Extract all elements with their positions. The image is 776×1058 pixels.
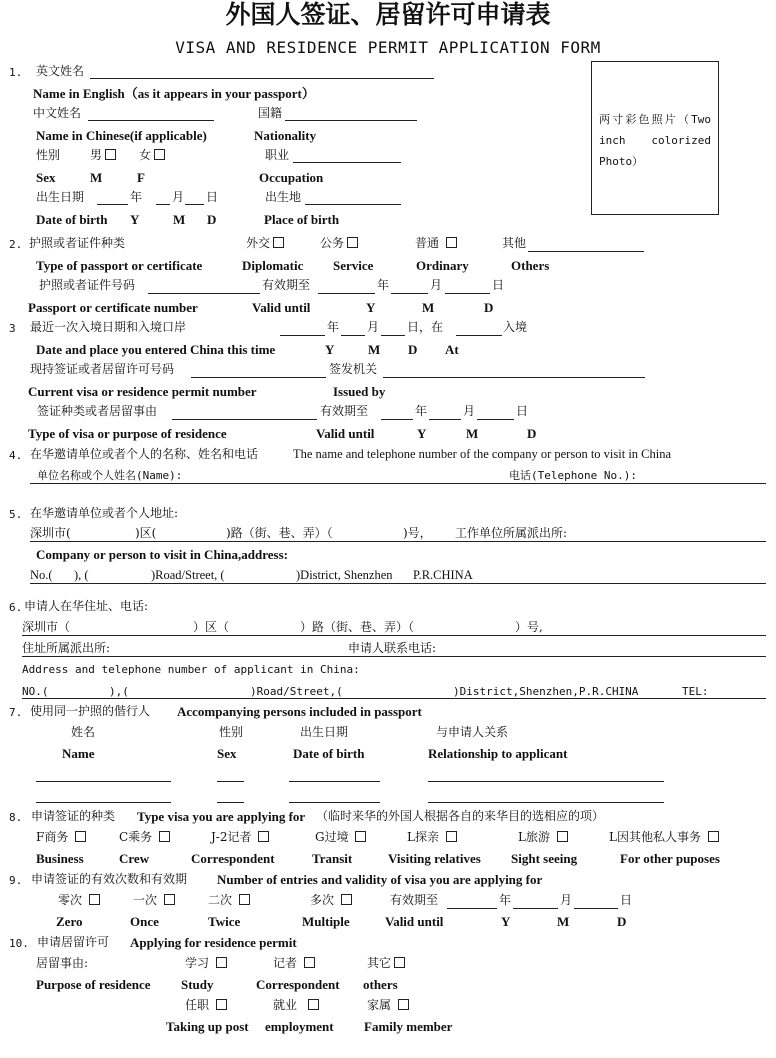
purpose-other-label: 其它	[367, 956, 392, 970]
nationality-field[interactable]	[285, 120, 417, 121]
applicant-address-district: ）区（	[193, 620, 230, 634]
inviter-address-label-cn: 在华邀请单位或者个人地址:	[30, 506, 179, 520]
visa-number-label-en: Current visa or residence permit number	[28, 384, 257, 399]
applicant-no: NO.(	[22, 685, 49, 698]
female-option[interactable]	[139, 148, 165, 163]
passport-number-field[interactable]	[148, 293, 260, 294]
visa-number-field[interactable]	[191, 377, 326, 378]
companion-1-sex-field[interactable]	[217, 781, 244, 782]
service-option[interactable]	[320, 236, 358, 251]
visa-relatives-label-en: Visiting relatives	[388, 851, 481, 866]
unit-name-label: 单位名称或个人姓名(Name):	[37, 469, 183, 482]
visa-tourism-label: L旅游	[518, 830, 550, 844]
telephone-label: 电话(Telephone No.):	[509, 469, 637, 482]
year-label: 年	[377, 278, 390, 292]
purpose-employment-label: 就业	[273, 998, 298, 1012]
dob-label-cn: 出生日期	[36, 190, 85, 204]
purpose-family-label: 家属	[367, 998, 392, 1012]
applicant-no-b: ),(	[109, 685, 129, 698]
visa-crew-option[interactable]	[119, 830, 170, 845]
month-label: 月	[560, 893, 573, 907]
ordinary-label: 普通	[415, 236, 440, 250]
entries-once-option[interactable]	[133, 893, 175, 908]
dob-day-field[interactable]	[185, 204, 204, 205]
purpose-label-cn: 居留事由:	[36, 956, 89, 970]
purpose-post-label: 任职	[185, 998, 210, 1012]
purpose-correspondent-label: 记者	[273, 956, 298, 970]
visa-relatives-label: L探亲	[407, 830, 439, 844]
occupation-field[interactable]	[293, 162, 401, 163]
valid-label-cn: 有效期至	[262, 278, 311, 292]
applicant-address-en-field[interactable]	[22, 698, 766, 699]
col-relation-en: Relationship to applicant	[428, 746, 568, 761]
issued-by-label-en: Issued by	[333, 384, 386, 399]
inviter-address-road: )路（街、巷、弄）（	[226, 526, 333, 540]
entries-multi-label-en: Multiple	[302, 914, 350, 929]
issued-by-field[interactable]	[383, 377, 645, 378]
purpose-study-label: 学习	[185, 956, 210, 970]
visa-private-label: L因其他私人事务	[609, 830, 701, 844]
visa-transit-label: G过境	[315, 830, 349, 844]
visa-transit-option[interactable]	[315, 830, 366, 845]
visa-transit-label-en: Transit	[312, 851, 353, 866]
valid-month-field[interactable]	[391, 293, 428, 294]
accompanying-label-en: Accompanying persons included in passport	[177, 704, 422, 719]
visa-type-label-en: Type of visa or purpose of residence	[28, 426, 227, 441]
english-name-label-cn: 英文姓名	[36, 64, 85, 78]
year-label: 年	[415, 404, 428, 418]
addr-en-b: ), (	[74, 568, 89, 582]
residence-label-en: Applying for residence permit	[130, 935, 297, 950]
col-name-cn: 姓名	[71, 725, 96, 739]
purpose-other-label-en: others	[363, 977, 398, 992]
occupation-label-en: Occupation	[259, 170, 324, 185]
entries-multi-option[interactable]	[310, 893, 352, 908]
purpose-study-label-en: Study	[181, 977, 214, 992]
companion-2-dob-field[interactable]	[289, 802, 380, 803]
day-at-label: 日，在	[407, 320, 444, 334]
purpose-post-label-en: Taking up post	[166, 1019, 249, 1034]
dob-label-en: Date of birth	[36, 212, 108, 227]
entries-valid-month-field[interactable]	[513, 908, 558, 909]
entries-twice-label-en: Twice	[208, 914, 241, 929]
visa-business-checkbox[interactable]	[75, 831, 86, 842]
visa-kind-label-cn: 申请签证的种类	[31, 809, 116, 823]
section-number: 9.	[9, 874, 23, 887]
section-number: 8.	[9, 811, 23, 824]
inviter-address-number: )号，	[403, 526, 432, 540]
visa-relatives-checkbox[interactable]	[446, 831, 457, 842]
purpose-other-checkbox[interactable]	[394, 957, 405, 968]
purpose-correspondent-label-en: Correspondent	[256, 977, 340, 992]
day-label: 日	[620, 893, 633, 907]
purpose-family-label-en: Family member	[364, 1019, 453, 1034]
visa-correspondent-label: J-2记者	[211, 830, 252, 844]
ordinary-checkbox[interactable]	[446, 237, 457, 248]
addr-en-no: No.(	[30, 568, 53, 582]
valid-m: M	[422, 300, 435, 315]
last-entry-label-en: Date and place you entered China this time	[36, 342, 276, 357]
companion-1-name-field[interactable]	[36, 781, 171, 782]
visa-crew-label: C乘务	[119, 830, 153, 844]
visa-tourism-label-en: Sight seeing	[511, 851, 578, 866]
inviter-address-en-field[interactable]	[30, 583, 766, 584]
residence-label-cn: 申请居留许可	[37, 935, 110, 949]
visa-kind-note: （临时来华的外国人根据各自的来华目的选相应的项）	[316, 809, 605, 823]
purpose-correspondent-option[interactable]	[273, 956, 315, 971]
addr-en-road: )Road/Street, (	[151, 568, 225, 582]
section-number: 7.	[9, 706, 23, 719]
inviter-label-en: The name and telephone number of the company or person to visit in China	[293, 447, 672, 461]
visa-private-checkbox[interactable]	[708, 831, 719, 842]
applicant-police-field[interactable]	[22, 656, 766, 657]
pob-field[interactable]	[305, 204, 401, 205]
dob-m: M	[173, 212, 186, 227]
others-label-cn: 其他	[502, 236, 527, 250]
valid-label-en: Valid until	[252, 300, 311, 315]
english-name-label-en: Name in English（as it appears in your passport）	[33, 86, 315, 101]
applicant-police-label: 住址所属派出所:	[22, 641, 111, 655]
entries-label-cn: 申请签证的有效次数和有效期	[31, 872, 188, 886]
entries-label-en: Number of entries and validity of visa you are applying for	[217, 872, 543, 887]
visa-business-label: F商务	[36, 830, 69, 844]
passport-number-label-en: Passport or certificate number	[28, 300, 198, 315]
entries-zero-checkbox[interactable]	[89, 894, 100, 905]
male-option[interactable]	[90, 148, 116, 163]
purpose-employment-checkbox[interactable]	[308, 999, 319, 1010]
inviter-address-cn-field[interactable]	[30, 541, 766, 542]
purpose-family-checkbox[interactable]	[398, 999, 409, 1010]
purpose-label-en: Purpose of residence	[36, 977, 151, 992]
companion-2-sex-field[interactable]	[217, 802, 244, 803]
addr-en-country: P.R.CHINA	[413, 568, 473, 582]
visa-correspondent-checkbox[interactable]	[258, 831, 269, 842]
section-number: 10.	[9, 937, 29, 950]
addr-en-district: )District, Shenzhen	[296, 568, 393, 582]
entries-zero-label: 零次	[58, 893, 83, 907]
purpose-post-checkbox[interactable]	[216, 999, 227, 1010]
visa-business-label-en: Business	[36, 851, 84, 866]
diplomatic-option[interactable]	[246, 236, 284, 251]
valid-y: Y	[366, 300, 376, 315]
col-sex-en: Sex	[217, 746, 237, 761]
diplomatic-label: 外交	[246, 236, 271, 250]
service-label-en: Service	[333, 258, 374, 273]
inviter-address-city: 深圳市(	[30, 526, 71, 540]
month-label: 月	[463, 404, 476, 418]
section-number: 5.	[9, 508, 23, 521]
year-label: 年	[327, 320, 340, 334]
visa-valid-y: Y	[417, 426, 427, 441]
year-label: 年	[499, 893, 512, 907]
applicant-address-cn-field[interactable]	[22, 635, 766, 636]
companion-1-relation-field[interactable]	[428, 781, 664, 782]
sex-label-en: Sex	[36, 170, 56, 185]
visa-relatives-option[interactable]	[407, 830, 457, 845]
entry-year-field[interactable]	[280, 335, 325, 336]
visa-valid-year-field[interactable]	[381, 419, 413, 420]
dob-d: D	[207, 212, 217, 227]
female-checkbox[interactable]	[154, 149, 165, 160]
col-dob-en: Date of birth	[293, 746, 365, 761]
purpose-correspondent-checkbox[interactable]	[304, 957, 315, 968]
purpose-post-option[interactable]	[185, 998, 227, 1013]
applicant-address-number: ）号,	[515, 620, 543, 634]
entries-multi-label: 多次	[310, 893, 335, 907]
ordinary-option[interactable]	[415, 236, 457, 251]
entry-m: M	[368, 342, 381, 357]
form-title-cn: 外国人签证、居留许可申请表	[225, 0, 551, 29]
pob-label-cn: 出生地	[265, 190, 302, 204]
sex-label-cn: 性别	[36, 148, 61, 162]
form-title-en: VISA AND RESIDENCE PERMIT APPLICATION FORM	[175, 38, 601, 57]
diplomatic-label-en: Diplomatic	[242, 258, 304, 273]
visa-business-option[interactable]	[36, 830, 86, 845]
valid-d: D	[484, 300, 494, 315]
day-label: 日	[206, 190, 219, 204]
entries-zero-label-en: Zero	[56, 914, 83, 929]
visa-transit-checkbox[interactable]	[355, 831, 366, 842]
occupation-label-cn: 职业	[265, 148, 290, 162]
purpose-family-option[interactable]	[367, 998, 409, 1013]
col-name-en: Name	[62, 746, 95, 761]
entry-port-field[interactable]	[456, 335, 502, 336]
inviter-name-field[interactable]	[30, 483, 766, 484]
col-relation-cn: 与申请人关系	[436, 725, 509, 739]
nationality-label-cn: 国籍	[258, 106, 283, 120]
applicant-address-label-en: Address and telephone number of applicant in China:	[22, 663, 360, 676]
chinese-name-label-en: Name in Chinese(if applicable)	[36, 128, 207, 143]
inviter-police-label: 工作单位所属派出所:	[455, 526, 568, 540]
valid-label-en: Valid until	[316, 426, 375, 441]
dob-y: Y	[130, 212, 140, 227]
month-label: 月	[430, 278, 443, 292]
applicant-tel-label: TEL:	[682, 685, 709, 698]
service-label: 公务	[320, 236, 345, 250]
inviter-address-district: )区(	[135, 526, 157, 540]
visa-number-label-cn: 现持签证或者居留许可号码	[30, 362, 175, 376]
inviter-label-cn: 在华邀请单位或者个人的名称、姓名和电话	[30, 447, 259, 461]
male-checkbox[interactable]	[105, 149, 116, 160]
purpose-employment-label-en: employment	[265, 1019, 334, 1034]
photo-label: 两寸彩色照片（Two inch colorized Photo）	[599, 113, 711, 168]
visa-tourism-option[interactable]	[518, 830, 568, 845]
visa-correspondent-label-en: Correspondent	[191, 851, 275, 866]
entry-at: At	[445, 342, 459, 357]
entries-twice-checkbox[interactable]	[239, 894, 250, 905]
purpose-other-option[interactable]	[367, 956, 405, 971]
service-checkbox[interactable]	[347, 237, 358, 248]
chinese-name-field[interactable]	[88, 120, 214, 121]
entries-twice-label: 二次	[208, 893, 233, 907]
company-address-label-en: Company or person to visit in China,address:	[36, 547, 288, 562]
col-sex-cn: 性别	[219, 725, 244, 739]
purpose-study-option[interactable]	[185, 956, 227, 971]
companion-1-dob-field[interactable]	[289, 781, 380, 782]
visa-kind-label-en: Type visa you are applying for	[137, 809, 306, 824]
visa-valid-d: D	[527, 426, 537, 441]
section-number: 1.	[9, 66, 23, 79]
visa-valid-m: M	[466, 426, 479, 441]
companion-2-relation-field[interactable]	[428, 802, 664, 803]
valid-label-cn: 有效期至	[320, 404, 369, 418]
day-label: 日	[516, 404, 529, 418]
visa-crew-checkbox[interactable]	[159, 831, 170, 842]
visa-tourism-checkbox[interactable]	[557, 831, 568, 842]
visa-private-option[interactable]	[609, 830, 719, 845]
col-dob-cn: 出生日期	[300, 725, 349, 739]
entries-valid-year-field[interactable]	[447, 908, 497, 909]
pob-label-en: Place of birth	[264, 212, 340, 227]
applicant-phone-label-cn: 申请人联系电话:	[348, 641, 437, 655]
entry-month-field[interactable]	[341, 335, 365, 336]
entries-valid-label-en: Valid until	[385, 914, 444, 929]
companion-2-name-field[interactable]	[36, 802, 171, 803]
applicant-address-road: ）路（街、巷、弄）（	[300, 620, 415, 634]
applicant-road: )Road/Street,(	[250, 685, 343, 698]
entries-valid-y: Y	[501, 914, 511, 929]
entries-zero-option[interactable]	[58, 893, 100, 908]
valid-day-field[interactable]	[445, 293, 490, 294]
visa-valid-day-field[interactable]	[477, 419, 514, 420]
female-label-en: F	[137, 170, 145, 185]
section-number: 4.	[9, 449, 23, 462]
visa-correspondent-option[interactable]	[211, 830, 269, 845]
month-label: 月	[172, 190, 185, 204]
male-label-en: M	[90, 170, 103, 185]
year-label: 年	[130, 190, 143, 204]
entry-d: D	[408, 342, 418, 357]
others-field[interactable]	[528, 251, 644, 252]
day-label: 日	[492, 278, 505, 292]
english-name-field[interactable]	[90, 78, 434, 79]
ordinary-label-en: Ordinary	[416, 258, 469, 273]
entries-once-label-en: Once	[130, 914, 159, 929]
dob-year-field[interactable]	[97, 204, 128, 205]
last-entry-label-cn: 最近一次入境日期和入境口岸	[30, 320, 187, 334]
issued-by-label-cn: 签发机关	[329, 362, 378, 376]
entries-valid-d: D	[617, 914, 627, 929]
applicant-address-city: 深圳市（	[22, 620, 71, 634]
section-number: 2.	[9, 238, 23, 251]
dob-month-field[interactable]	[156, 204, 170, 205]
entries-once-checkbox[interactable]	[164, 894, 175, 905]
month-label: 月	[367, 320, 380, 334]
accompanying-label-cn: 使用同一护照的偕行人	[30, 704, 151, 718]
female-label: 女	[139, 148, 152, 162]
passport-number-label-cn: 护照或者证件号码	[39, 278, 136, 292]
visa-type-label-cn: 签证种类或者居留事由	[37, 404, 158, 418]
nationality-label-en: Nationality	[254, 128, 317, 143]
male-label: 男	[90, 148, 103, 162]
entries-twice-option[interactable]	[208, 893, 250, 908]
entries-once-label: 一次	[133, 893, 158, 907]
section-number: 3	[9, 322, 16, 335]
entries-valid-day-field[interactable]	[574, 908, 618, 909]
entries-multi-checkbox[interactable]	[341, 894, 352, 905]
visa-private-label-en: For other puposes	[620, 851, 720, 866]
applicant-district: )District,Shenzhen,P.R.CHINA	[453, 685, 639, 698]
passport-type-label-en: Type of passport or certificate	[36, 258, 203, 273]
valid-year-field[interactable]	[318, 293, 375, 294]
entries-valid-m: M	[557, 914, 570, 929]
others-label-en: Others	[511, 258, 550, 273]
entry-y: Y	[325, 342, 335, 357]
entries-valid-label-cn: 有效期至	[390, 893, 439, 907]
passport-type-label-cn: 护照或者证件种类	[29, 236, 126, 250]
entry-label-cn: 入境	[503, 320, 528, 334]
purpose-employment-option[interactable]	[273, 998, 319, 1013]
visa-valid-month-field[interactable]	[429, 419, 461, 420]
purpose-study-checkbox[interactable]	[216, 957, 227, 968]
diplomatic-checkbox[interactable]	[273, 237, 284, 248]
visa-crew-label-en: Crew	[119, 851, 150, 866]
applicant-address-label-cn: 申请人在华住址、电话:	[24, 599, 149, 613]
chinese-name-label-cn: 中文姓名	[33, 106, 82, 120]
visa-type-field[interactable]	[172, 419, 317, 420]
entry-day-field[interactable]	[381, 335, 405, 336]
section-number: 6.	[9, 601, 23, 614]
